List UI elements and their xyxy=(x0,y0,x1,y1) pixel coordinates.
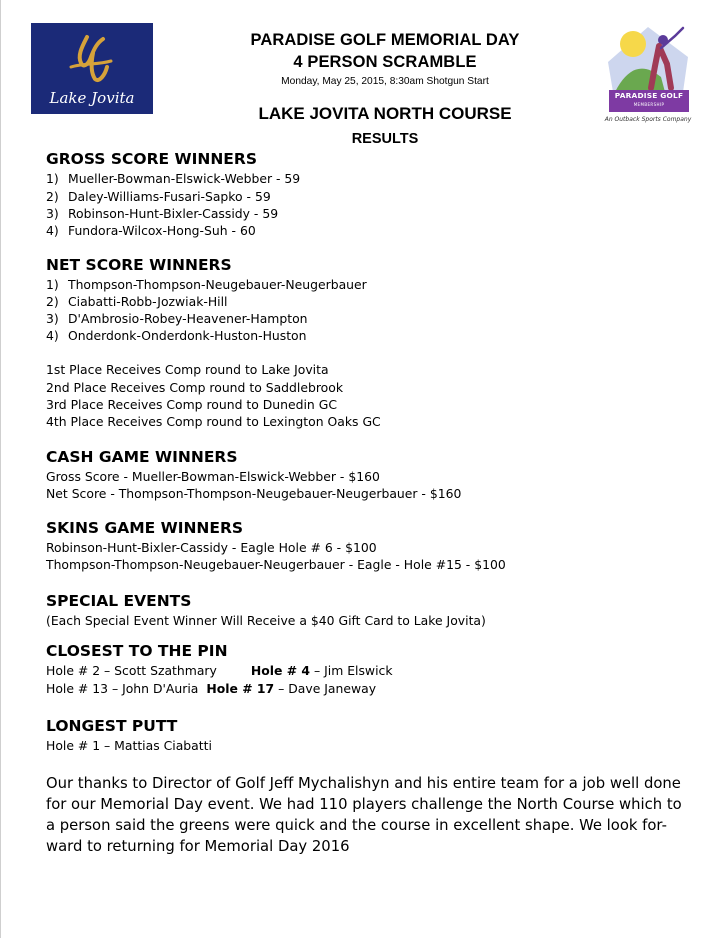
longest-putt-line xyxy=(46,737,212,754)
closest-winner-hole-13: – John D'Auria xyxy=(108,681,199,696)
net-rank-1: 1) xyxy=(46,277,59,292)
longest-putt-hole: Hole # 1 xyxy=(46,738,101,753)
net-team-1: Thompson-Thompson-Neugebauer-Neugerbauer xyxy=(68,277,367,292)
lake-jovita-logo-text: Lake Jovita xyxy=(49,89,135,107)
longest-putt-heading: LONGEST PUTT xyxy=(46,717,178,735)
special-events-heading: SPECIAL EVENTS xyxy=(46,592,192,610)
paradise-golf-membership: MEMBERSHIP xyxy=(633,102,665,107)
prize-line-1: 1st Place Receives Comp round to Lake Jovita xyxy=(46,362,329,377)
thanks-paragraph xyxy=(46,773,716,857)
gross-rank-2: 2) xyxy=(46,189,59,204)
closest-row-2 xyxy=(46,680,376,697)
closest-winner-hole-17: – Dave Janeway xyxy=(274,681,377,696)
gross-team-3: Robinson-Hunt-Bixler-Cassidy - 59 xyxy=(68,206,279,221)
thanks-line-1: Our thanks to Director of Golf Jeff Mychalishyn and his entire team for a job well done xyxy=(46,775,681,792)
gross-team-4: Fundora-Wilcox-Hong-Suh - 60 xyxy=(68,223,256,238)
gross-winner-4 xyxy=(46,222,256,239)
cash-line-2: Net Score - Thompson-Thompson-Neugebauer-Neugerbauer - $160 xyxy=(46,486,462,501)
gross-team-2: Daley-Williams-Fusari-Sapko - 59 xyxy=(68,189,271,204)
net-winner-2 xyxy=(46,293,228,310)
special-events-note: (Each Special Event Winner Will Receive a $40 Gift Card to Lake Jovita) xyxy=(46,613,486,628)
closest-winner-hole-2: – Scott Szathmary xyxy=(100,663,217,678)
gross-winner-1 xyxy=(46,170,300,187)
net-rank-2: 2) xyxy=(46,294,59,309)
net-rank-3: 3) xyxy=(46,311,59,326)
event-subtitle: 4 PERSON SCRAMBLE xyxy=(293,53,477,71)
paradise-golf-tagline: An Outback Sports Company xyxy=(604,116,692,123)
skins-game-heading: SKINS GAME WINNERS xyxy=(46,519,244,537)
cash-game-heading: CASH GAME WINNERS xyxy=(46,448,238,466)
closest-hole-13: Hole # 13 xyxy=(46,681,108,696)
net-winner-1 xyxy=(46,276,367,293)
thanks-line-3: a person said the greens were quick and the course in excellent shape. We look for- xyxy=(46,817,667,834)
lake-jovita-logo xyxy=(31,23,153,114)
closest-hole-2: Hole # 2 xyxy=(46,663,101,678)
skins-line-1: Robinson-Hunt-Bixler-Cassidy - Eagle Hole # 6 - $100 xyxy=(46,540,377,555)
prize-line-3: 3rd Place Receives Comp round to Dunedin GC xyxy=(46,397,337,412)
net-rank-4: 4) xyxy=(46,328,59,343)
golfer-illustration-icon xyxy=(603,22,693,92)
results-heading: RESULTS xyxy=(351,131,419,147)
course-name: LAKE JOVITA NORTH COURSE xyxy=(258,104,512,123)
gross-rank-4: 4) xyxy=(46,223,59,238)
closest-to-pin-heading: CLOSEST TO THE PIN xyxy=(46,642,228,660)
prize-line-2: 2nd Place Receives Comp round to Saddlebrook xyxy=(46,380,343,395)
thanks-line-2: for our Memorial Day event. We had 110 players challenge the North Course which to xyxy=(46,796,682,813)
page-edge xyxy=(0,0,1,938)
gross-rank-3: 3) xyxy=(46,206,59,221)
closest-winner-hole-4: – Jim Elswick xyxy=(310,663,393,678)
event-title: PARADISE GOLF MEMORIAL DAY xyxy=(250,31,520,49)
net-team-3: D'Ambrosio-Robey-Heavener-Hampton xyxy=(68,311,308,326)
paradise-golf-brand: PARADISE GOLF xyxy=(614,91,684,100)
closest-hole-17: Hole # 17 xyxy=(206,681,275,696)
paradise-golf-logo xyxy=(603,22,693,127)
net-team-4: Onderdonk-Onderdonk-Huston-Huston xyxy=(68,328,307,343)
gross-winner-2 xyxy=(46,188,271,205)
closest-hole-4: Hole # 4 xyxy=(250,663,311,678)
paradise-golf-badge xyxy=(609,90,689,112)
prize-line-4: 4th Place Receives Comp round to Lexington Oaks GC xyxy=(46,414,381,429)
skins-line-2: Thompson-Thompson-Neugebauer-Neugerbauer - Eagle - Hole #15 - $100 xyxy=(46,557,506,572)
net-winner-3 xyxy=(46,310,308,327)
thanks-line-4: ward to returning for Memorial Day 2016 xyxy=(46,838,350,855)
net-score-heading: NET SCORE WINNERS xyxy=(46,256,232,274)
closest-row-1 xyxy=(46,662,393,679)
event-date: Monday, May 25, 2015, 8:30am Shotgun Start xyxy=(281,76,489,87)
gross-winner-3 xyxy=(46,205,278,222)
gross-score-heading: GROSS SCORE WINNERS xyxy=(46,150,257,168)
cash-line-1: Gross Score - Mueller-Bowman-Elswick-Webber - $160 xyxy=(46,469,380,484)
gross-rank-1: 1) xyxy=(46,171,59,186)
net-winner-4 xyxy=(46,327,306,344)
net-team-2: Ciabatti-Robb-Jozwiak-Hill xyxy=(68,294,228,309)
longest-putt-winner: – Mattias Ciabatti xyxy=(100,738,212,753)
gross-team-1: Mueller-Bowman-Elswick-Webber - 59 xyxy=(68,171,301,186)
